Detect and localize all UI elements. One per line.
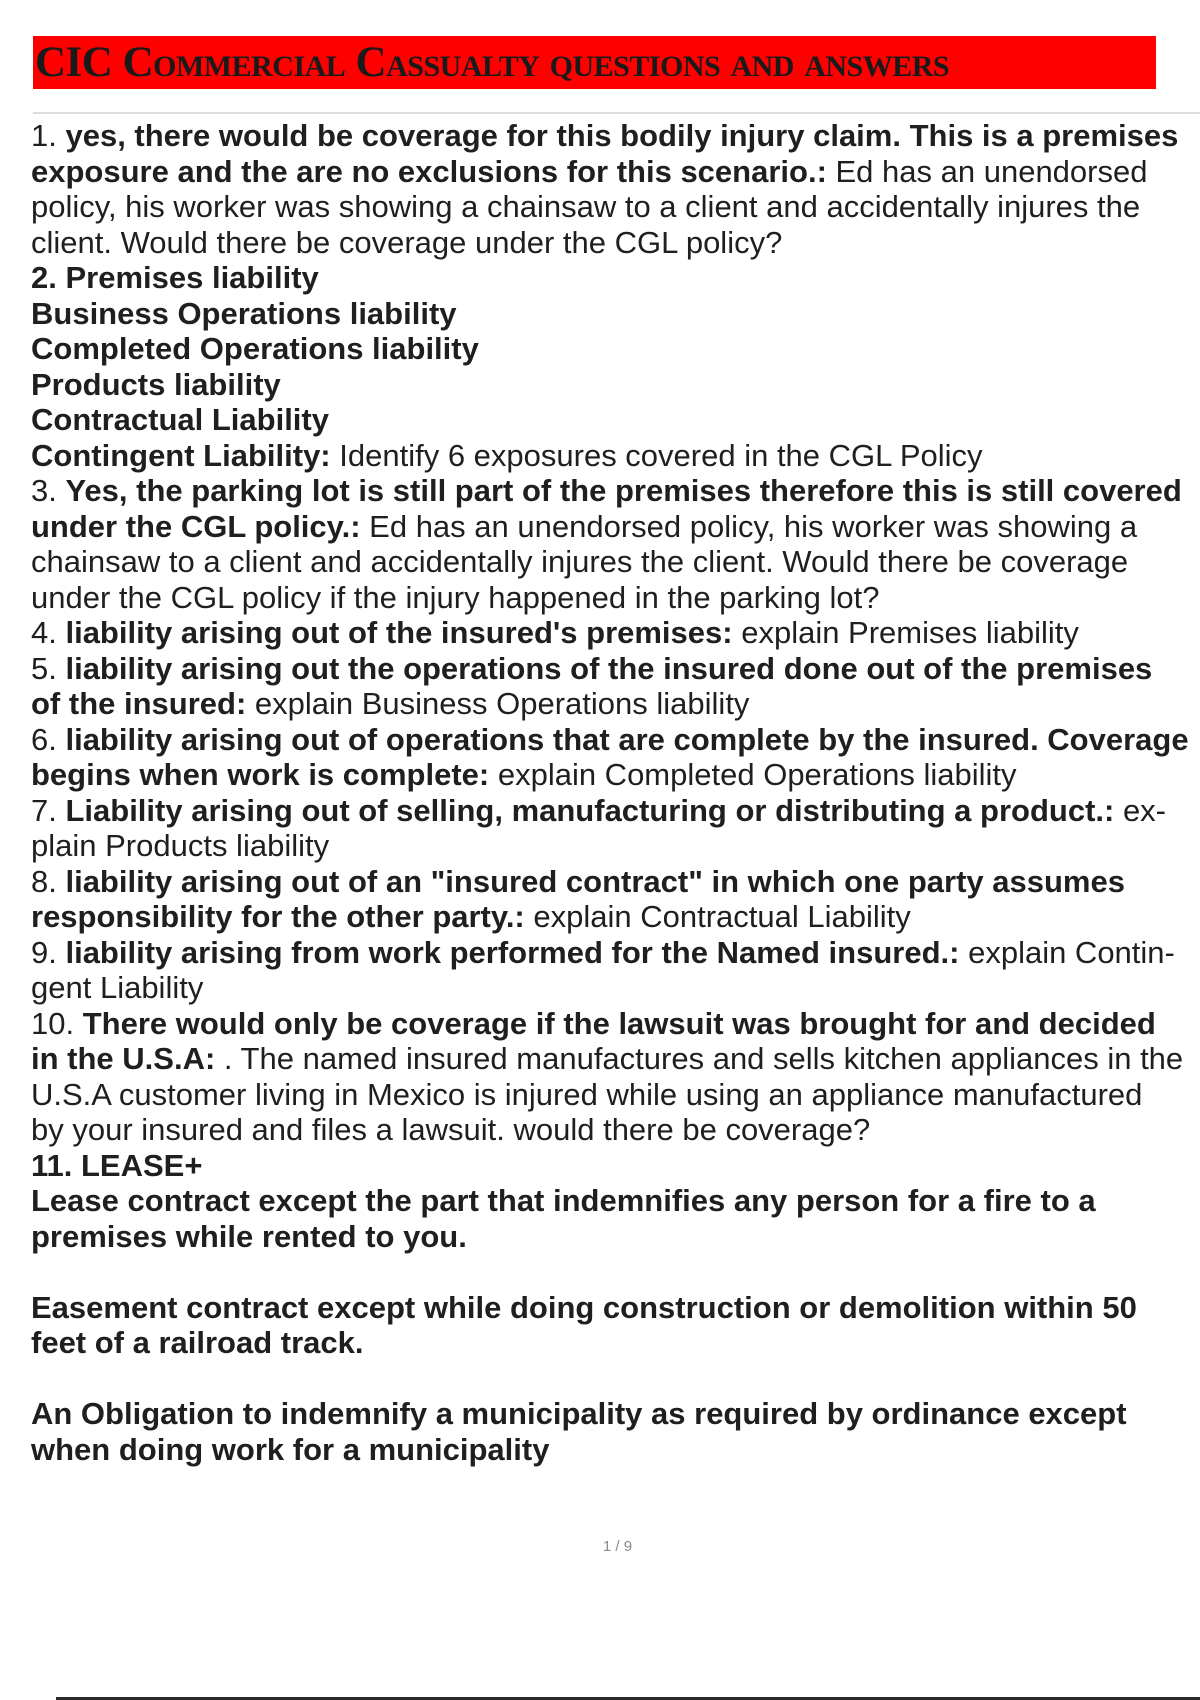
plain-text: 1. <box>31 118 66 153</box>
text-line <box>31 1041 1200 1077</box>
document-title: CIC Commercial Cassualty questions and answers <box>35 39 950 86</box>
plain-text: gent Liability <box>31 970 204 1005</box>
text-line <box>31 686 1200 722</box>
page-number: 1 / 9 <box>602 1538 633 1555</box>
bold-text: Products liability <box>31 366 281 402</box>
plain-text: explain Completed Operations liability <box>489 757 1017 792</box>
text-line <box>31 1077 1200 1113</box>
text-line <box>31 260 1200 296</box>
plain-text: Ed has an unendorsed policy, his worker was showing a <box>360 508 1138 544</box>
text-line <box>31 1325 1200 1361</box>
bold-text: Contingent Liability: <box>31 437 331 473</box>
bold-text: in the U.S.A: <box>31 1041 216 1076</box>
plain-text: under the CGL policy if the injury happened in the parking lot? <box>31 579 880 615</box>
plain-text: Ed has an unendorsed <box>826 153 1148 189</box>
plain-text: explain Contin- <box>959 934 1175 970</box>
text-line <box>31 189 1200 225</box>
bold-text: Liability arising out of selling, manufacturing or distributing a product.: <box>65 792 1115 828</box>
bold-text: Yes, the parking lot is still part of the premises therefore this is still covered <box>65 473 1182 508</box>
text-line <box>31 722 1200 758</box>
bold-text: There would only be coverage if the lawsuit was brought for and decided <box>82 1005 1156 1041</box>
plain-text: explain Business Operations liability <box>246 686 750 721</box>
plain-text: 10. <box>31 1005 83 1041</box>
bold-text: liability arising out of the insured's premises: <box>65 615 733 650</box>
text-line <box>31 509 1200 545</box>
text-line <box>31 1148 1200 1184</box>
bold-text: Business Operations liability <box>31 295 457 331</box>
text-line <box>31 580 1200 616</box>
text-line <box>31 473 1200 509</box>
plain-text: explain Contractual Liability <box>524 899 911 934</box>
bold-text: feet of a railroad track. <box>31 1325 364 1360</box>
bold-text: liability arising out the operations of the insured done out of the premises <box>65 650 1153 686</box>
text-line <box>31 1183 1200 1219</box>
text-line <box>31 615 1200 651</box>
plain-text: explain Premises liability <box>732 615 1079 650</box>
plain-text: client. Would there be coverage under the CGL policy? <box>31 224 783 260</box>
text-line <box>31 296 1200 332</box>
bold-text: of the insured: <box>31 686 247 721</box>
bold-text: liability arising from work performed for the Named insured.: <box>65 934 960 970</box>
bold-text: An Obligation to indemnify a municipality as required by ordinance except <box>31 1396 1127 1431</box>
bold-text: liability arising out of operations that are complete by the insured. Coverage <box>65 721 1189 757</box>
bold-text: exposure and the are no exclusions for this scenario.: <box>31 153 827 189</box>
text-line <box>31 154 1200 190</box>
text-line <box>31 1219 1200 1255</box>
plain-text: ex- <box>1114 792 1167 828</box>
text-line <box>31 367 1200 403</box>
blank-line <box>31 1254 1200 1290</box>
bold-text: Completed Operations liability <box>31 331 479 366</box>
text-line <box>31 1006 1200 1042</box>
plain-text: policy, his worker was showing a chainsaw to a client and accidentally injures the <box>31 189 1141 224</box>
text-line <box>31 793 1200 829</box>
text-line <box>31 828 1200 864</box>
text-line <box>31 1112 1200 1148</box>
text-line <box>31 935 1200 971</box>
text-line <box>31 1396 1200 1432</box>
text-line <box>31 864 1200 900</box>
bold-text: under the CGL policy.: <box>31 508 361 544</box>
plain-text: U.S.A customer living in Mexico is injured while using an appliance manufactured <box>31 1076 1143 1112</box>
plain-text: chainsaw to a client and accidentally injures the client. Would there be coverage <box>31 544 1129 579</box>
bold-text: Easement contract except while doing construction or demolition within 50 <box>31 1289 1137 1325</box>
plain-text: 9. <box>31 934 66 970</box>
text-line <box>31 757 1200 793</box>
text-line <box>31 438 1200 474</box>
bold-text: Contractual Liability <box>31 402 329 437</box>
text-line <box>31 331 1200 367</box>
text-line <box>31 225 1200 261</box>
plain-text: . The named insured manufactures and sells kitchen appliances in the <box>215 1041 1184 1076</box>
bold-text: liability arising out of an "insured contract" in which one party assumes <box>65 863 1125 899</box>
bold-text: begins when work is complete: <box>31 757 490 792</box>
blank-line <box>31 1361 1200 1397</box>
text-line <box>31 899 1200 935</box>
plain-text: 6. <box>31 721 66 757</box>
qa-content <box>31 118 1200 1467</box>
bold-text: Lease contract except the part that indemnifies any person for a fire to a <box>31 1183 1096 1218</box>
title-banner <box>33 36 1156 89</box>
plain-text: Identify 6 exposures covered in the CGL Policy <box>330 437 983 473</box>
bold-text: when doing work for a municipality <box>31 1431 550 1467</box>
bold-text: 2. Premises liability <box>31 260 319 295</box>
plain-text: 8. <box>31 863 66 899</box>
text-line <box>31 1432 1200 1468</box>
bold-text: premises while rented to you. <box>31 1218 467 1254</box>
bold-text: yes, there would be coverage for this bodily injury claim. This is a premises <box>65 118 1179 153</box>
text-line <box>31 970 1200 1006</box>
plain-text: 7. <box>31 792 66 828</box>
plain-text: by your insured and files a lawsuit. would there be coverage? <box>31 1112 871 1147</box>
title-divider <box>33 112 1200 114</box>
text-line <box>31 651 1200 687</box>
plain-text: plain Products liability <box>31 828 330 863</box>
text-line <box>31 544 1200 580</box>
text-line <box>31 118 1200 154</box>
bold-text: 11. LEASE+ <box>31 1147 203 1183</box>
bold-text: responsibility for the other party.: <box>31 899 525 934</box>
plain-text: 5. <box>31 650 66 686</box>
text-line <box>31 1290 1200 1326</box>
plain-text: 3. <box>31 473 66 508</box>
plain-text: 4. <box>31 615 66 650</box>
text-line <box>31 402 1200 438</box>
